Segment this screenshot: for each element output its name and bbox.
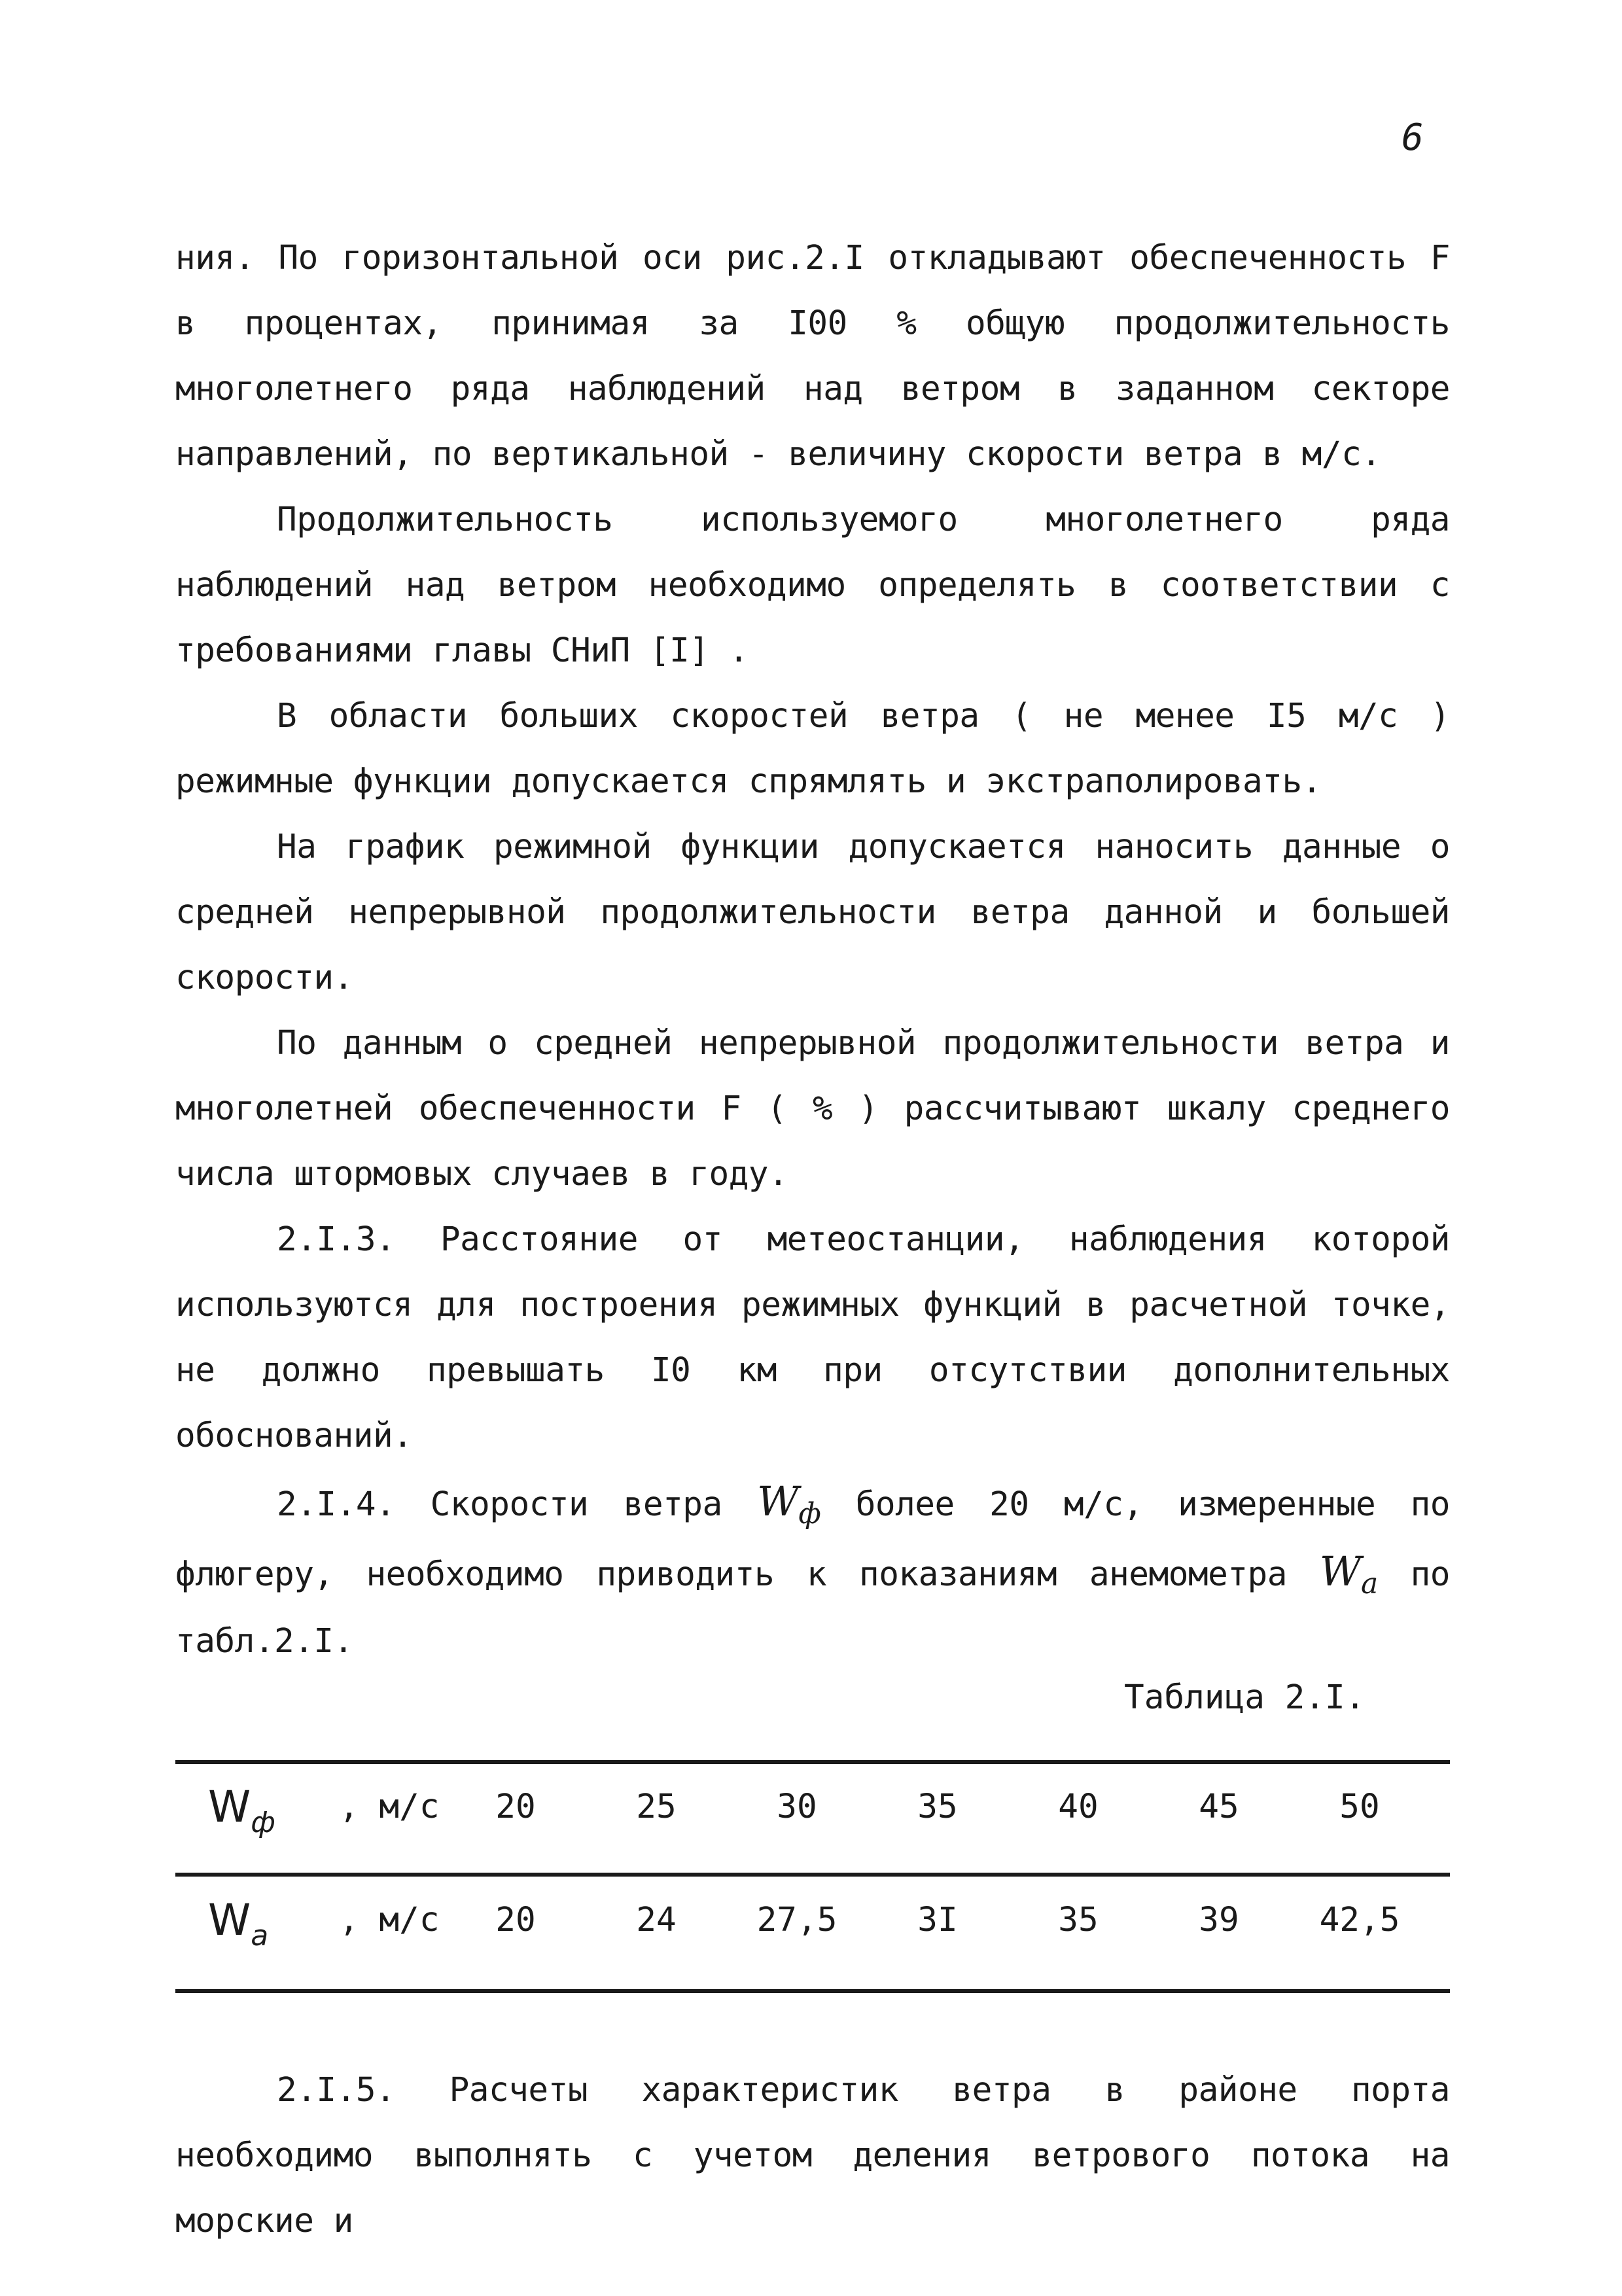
paragraph-continuation: ния. По горизонтальной оси рис.2.I откладывают обеспеченность F в процентах, принимая за I00 % общую продолжительность многолетнего ряда наблюдений над ветром в заданном секторе направлений, по вертикальной - величину скорости ветра в м/с. [175,239,1450,474]
paragraph-graph-data: На график режимной функции допускается наносить данные о средней непрерывной продолжительности ветра данной и большей скорости. [175,828,1450,997]
paragraph-section-2-1-4 [175,1469,1450,1674]
table-bottom-rule [175,1989,1450,1993]
section-2-1-4-middle: более 20 м/с, измеренные по флюгеру, необходимо приводить к показаниям анемометра [175,1485,1450,1594]
table-cell: 27,5 [756,1901,837,1939]
paragraph-high-speeds: В области больших скоростей ветра ( не менее I5 м/с ) режимные функции допускается спрямлять и экстраполировать. [175,697,1450,801]
table-cell: 35 [917,1788,958,1826]
table-top-rule [175,1760,1450,1764]
table-cell: 20 [495,1788,536,1826]
table-row-flag-speed [175,1781,1450,1860]
row-label-flag-speed [208,1781,275,1839]
row-symbol: W [208,1895,251,1945]
section-2-1-4-tail: по табл.2.I. [175,1555,1450,1661]
table-cell: 24 [636,1901,677,1939]
wind-flag-symbol [757,1477,821,1530]
row-unit: , м/с [339,1901,440,1939]
table-cell: 40 [1058,1788,1099,1826]
page-number: 6 [1402,116,1424,159]
paragraph-section-2-1-3: 2.I.3. Расстояние от метеостанции, наблюдения которой используются для построения режимных функций в расчетной точке, не должно превышать I0 км при отсутствии дополнительных обоснований. [175,1220,1450,1455]
row-symbol-subscript: ф [251,1806,275,1839]
table-row-anemometer-speed [175,1894,1450,1973]
anemometer-symbol-letter: W [1319,1547,1361,1595]
section-2-1-4-lead: 2.I.4. Скорости ветра [277,1485,722,1524]
row-unit: , м/с [339,1788,440,1826]
table-cell: 35 [1058,1901,1099,1939]
table-cell: 30 [777,1788,817,1826]
table-cell: 50 [1339,1788,1380,1826]
anemometer-symbol-subscript: a [1361,1567,1378,1600]
table-cell: 25 [636,1788,677,1826]
anemometer-symbol [1319,1547,1378,1600]
row-symbol-subscript: a [251,1919,269,1952]
row-symbol: W [208,1782,251,1832]
table-middle-rule [175,1873,1450,1877]
table-cell: 39 [1199,1901,1239,1939]
wind-flag-symbol-subscript: ф [798,1497,821,1530]
table-caption: Таблица 2.I. [1124,1678,1366,1717]
row-label-anemometer-speed [208,1894,269,1952]
table-cell: 42,5 [1319,1901,1400,1939]
table-cell: 45 [1199,1788,1239,1826]
table-cell: 3I [917,1901,958,1939]
wind-flag-symbol-letter: W [757,1477,799,1525]
paragraph-section-2-1-5: 2.I.5. Расчеты характеристик ветра в районе порта необходимо выполнять с учетом деления ветрового потока на морские и [175,2071,1450,2240]
paragraph-storm-scale: По данным о средней непрерывной продолжительности ветра и многолетней обеспеченности F ( % ) рассчитывают шкалу среднего числа штормовых случаев в году. [175,1024,1450,1193]
paragraph-observation-length: Продолжительность используемого многолетнего ряда наблюдений над ветром необходимо определять в соответствии с требованиями главы СНиП [I] . [175,501,1450,670]
table-cell: 20 [495,1901,536,1939]
